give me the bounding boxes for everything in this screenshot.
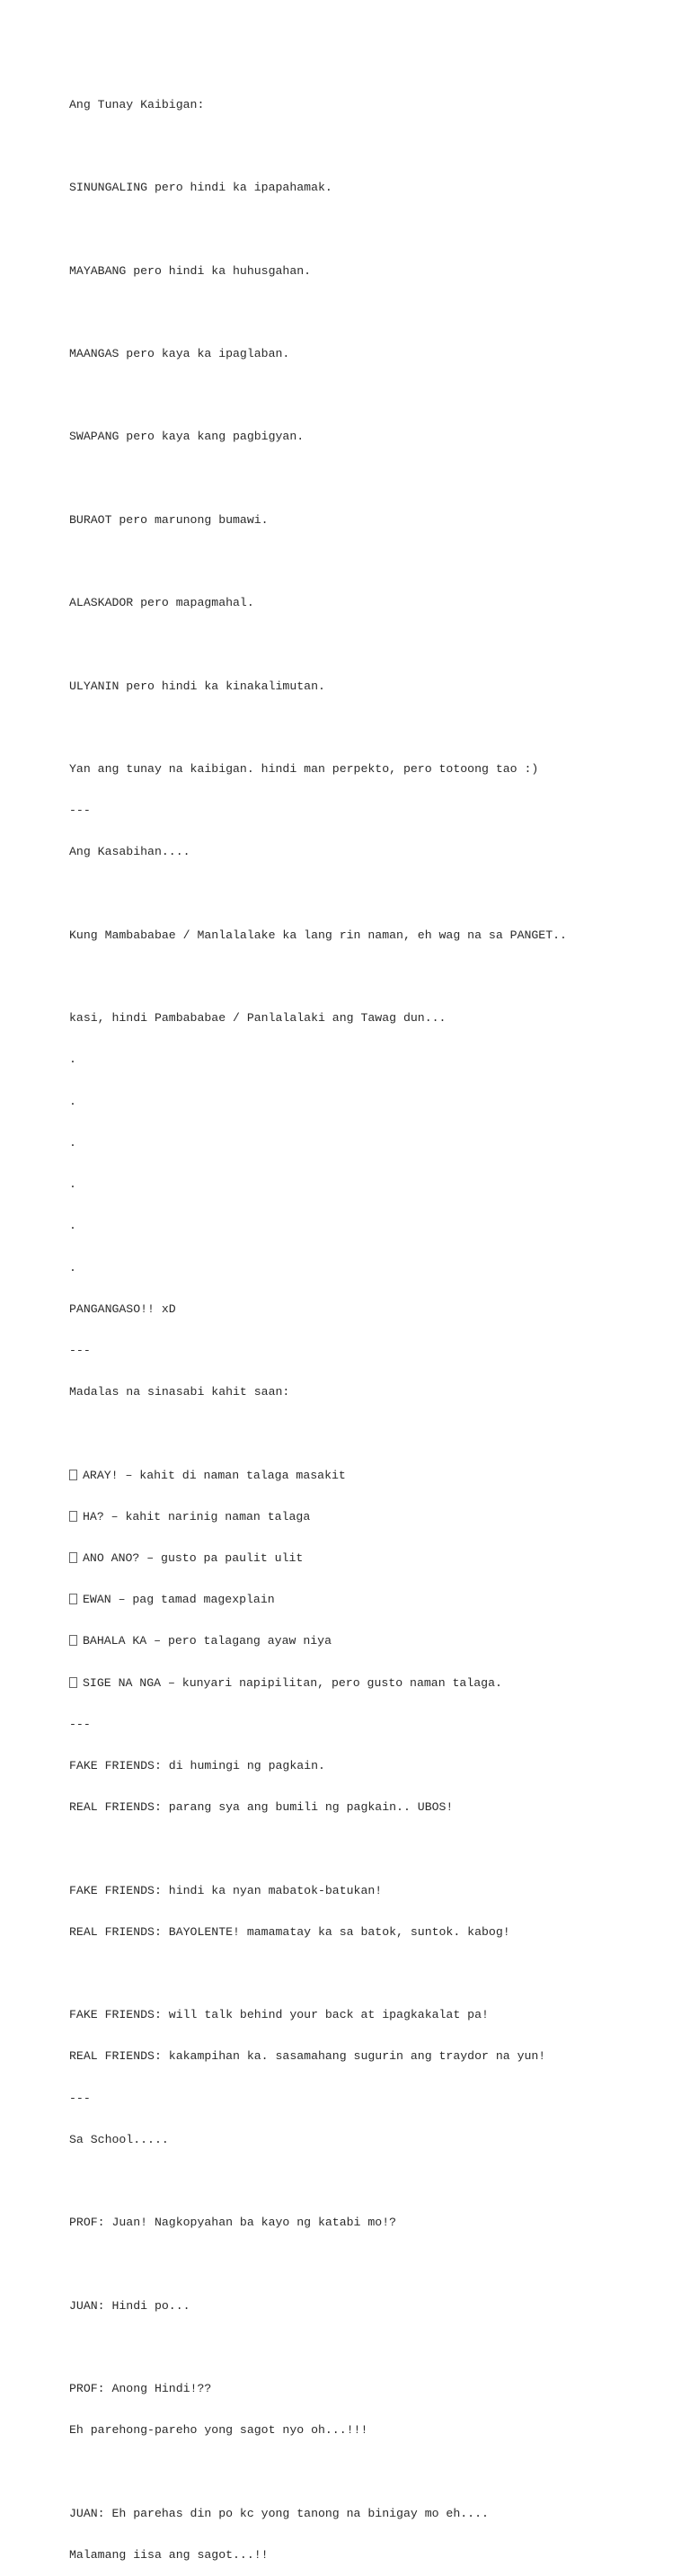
- separator: ---: [69, 2091, 91, 2105]
- blank-line: [69, 887, 680, 901]
- text-line: SWAPANG pero kaya kang pagbigyan.: [69, 430, 305, 444]
- blank-line: [69, 306, 680, 319]
- text-line: Malamang iisa ang sagot...!!: [69, 2547, 269, 2562]
- missing-glyph-box-icon: [69, 1470, 77, 1480]
- list-item: [69, 1551, 680, 1565]
- blank-line: [69, 2341, 680, 2354]
- text-line: ULYANIN pero hindi ka kinakalimutan.: [69, 679, 325, 693]
- missing-glyph-box-icon: [69, 1594, 77, 1604]
- text-line: FAKE FRIENDS: di humingi ng pagkain.: [69, 1758, 325, 1772]
- blank-line: [69, 555, 680, 568]
- list-item-text: EWAN – pag tamad magexplain: [83, 1593, 275, 1607]
- missing-glyph-box-icon: [69, 1511, 77, 1522]
- blank-line: [69, 1842, 680, 1855]
- separator: ---: [69, 804, 91, 818]
- text-line: Kung Mambababae / Manlalalake ka lang rin naman, eh wag na sa PANGET..: [69, 928, 567, 942]
- heading-tunay-kaibigan: Ang Tunay Kaibigan:: [69, 97, 205, 111]
- text-line: FAKE FRIENDS: hindi ka nyan mabatok-batukan!: [69, 1883, 383, 1897]
- dot-line: .: [69, 1053, 76, 1067]
- dot-line: .: [69, 1177, 76, 1192]
- list-item: [69, 1593, 680, 1606]
- text-line: REAL FRIENDS: BAYOLENTE! mamamatay ka sa batok, suntok. kabog!: [69, 1924, 510, 1939]
- missing-glyph-box-icon: [69, 1635, 77, 1646]
- text-line: MAYABANG pero hindi ka huhusgahan.: [69, 263, 312, 278]
- dot-line: .: [69, 1094, 76, 1108]
- blank-line: [69, 1426, 680, 1440]
- text-line: JUAN: Eh parehas din po kc yong tanong na binigay mo eh....: [69, 2506, 489, 2520]
- text-line: BURAOT pero marunong bumawi.: [69, 512, 269, 527]
- dot-line: .: [69, 1219, 76, 1233]
- blank-line: [69, 637, 680, 651]
- separator: ---: [69, 1343, 91, 1357]
- list-item: [69, 1510, 680, 1523]
- text-line: Yan ang tunay na kaibigan. hindi man perpekto, pero totoong tao :): [69, 762, 539, 777]
- text-line: SINUNGALING pero hindi ka ipapahamak.: [69, 181, 332, 195]
- text-line: PROF: Anong Hindi!??: [69, 2381, 212, 2395]
- blank-line: [69, 2465, 680, 2478]
- list-item-text: ANO ANO? – gusto pa paulit ulit: [83, 1550, 304, 1565]
- text-line: PROF: Juan! Nagkopyahan ba kayo ng katabi mo!?: [69, 2216, 397, 2230]
- text-line: kasi, hindi Pambababae / Panlalalaki ang Tawag dun...: [69, 1011, 447, 1026]
- separator: ---: [69, 1717, 91, 1731]
- text-line: ALASKADOR pero mapagmahal.: [69, 596, 254, 610]
- blank-line: [69, 472, 680, 485]
- blank-line: [69, 222, 680, 235]
- blank-line: [69, 1967, 680, 1980]
- list-item-text: HA? – kahit narinig naman talaga: [83, 1509, 311, 1523]
- list-item: [69, 1676, 680, 1690]
- list-item: [69, 1634, 680, 1648]
- missing-glyph-box-icon: [69, 1552, 77, 1563]
- missing-glyph-box-icon: [69, 1677, 77, 1688]
- text-line: REAL FRIENDS: parang sya ang bumili ng pagkain.. UBOS!: [69, 1800, 454, 1815]
- blank-line: [69, 2174, 680, 2188]
- dot-line: .: [69, 1260, 76, 1275]
- text-line: FAKE FRIENDS: will talk behind your back at ipagkakalat pa!: [69, 2008, 489, 2022]
- list-item-text: BAHALA KA – pero talagang ayaw niya: [83, 1634, 332, 1648]
- list-item-text: ARAY! – kahit di naman talaga masakit: [83, 1468, 346, 1482]
- blank-line: [69, 970, 680, 983]
- list-item-text: SIGE NA NGA – kunyari napipilitan, pero gusto naman talaga.: [83, 1675, 502, 1690]
- heading-kasabihan: Ang Kasabihan....: [69, 845, 190, 859]
- heading-sa-school: Sa School.....: [69, 2132, 169, 2146]
- text-line: MAANGAS pero kaya ka ipaglaban.: [69, 347, 290, 361]
- blank-line: [69, 139, 680, 153]
- list-item: [69, 1469, 680, 1482]
- blank-line: [69, 2257, 680, 2270]
- blank-line: [69, 721, 680, 734]
- text-line: PANGANGASO!! xD: [69, 1301, 176, 1316]
- document-body: [69, 70, 680, 2576]
- blank-line: [69, 388, 680, 402]
- dot-line: .: [69, 1135, 76, 1150]
- text-line: JUAN: Hindi po...: [69, 2298, 190, 2313]
- heading-madalas: Madalas na sinasabi kahit saan:: [69, 1385, 290, 1399]
- text-line: REAL FRIENDS: kakampihan ka. sasamahang sugurin ang traydor na yun!: [69, 2049, 546, 2064]
- text-line: Eh parehong-pareho yong sagot nyo oh...!!!: [69, 2423, 368, 2438]
